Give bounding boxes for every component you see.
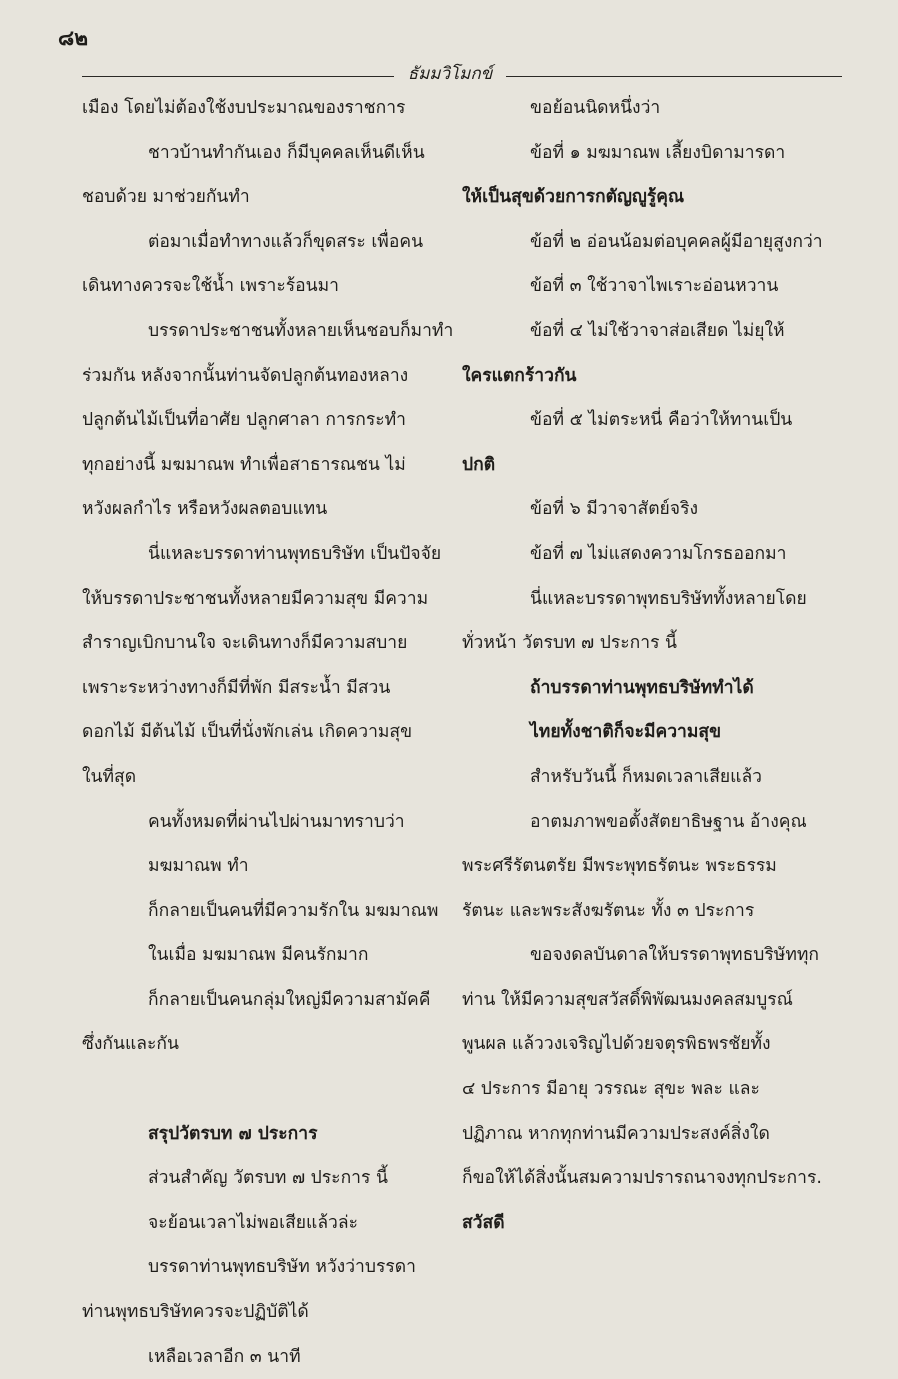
text-line: ซึ่งกันและกัน [82, 1034, 179, 1055]
text-line: ชอบด้วย มาช่วยกันทำ [82, 187, 250, 208]
text-line: สำหรับวันนี้ ก็หมดเวลาเสียแล้ว [530, 766, 763, 787]
text-line: เมือง โดยไม่ต้องใช้งบประมาณของราชการ [82, 98, 406, 118]
text-line: ดอกไม้ มีต้นไม้ เป็นที่นั่งพักเล่น เกิดความสุข [82, 722, 413, 743]
text-line: ส่วนสำคัญ วัตรบท ๗ ประการ นี้ [148, 1168, 388, 1189]
text-line: ร่วมกัน หลังจากนั้นท่านจัดปลูกต้นทองหลาง [82, 365, 409, 386]
text-line: ทั่วหน้า วัตรบท ๗ ประการ นี้ [462, 633, 678, 654]
page-number: ๘๒ [58, 26, 89, 50]
text-line: ข้อที่ ๒ อ่อนน้อมต่อบุคคลผู้มีอายุสูงกว่า [530, 231, 823, 252]
text-line: บรรดาประชาชนทั้งหลายเห็นชอบก็มาทำ [148, 320, 454, 341]
text-line: สวัสดี [462, 1212, 505, 1233]
left-column [82, 86, 454, 1379]
text-line: ใครแตกร้าวกัน [462, 365, 577, 386]
blank-line [82, 1067, 454, 1112]
text-line: หวังผลกำไร หรือหวังผลตอบแทน [82, 499, 328, 520]
text-line: ปลูกต้นไม้เป็นที่อาศัย ปลูกศาลา การกระทำ [82, 410, 406, 431]
right-column [462, 86, 846, 1245]
text-line: สำราญเบิกบานใจ จะเดินทางก็มีความสบาย [82, 633, 408, 654]
text-line: คนทั้งหมดที่ผ่านไปผ่านมาทราบว่า [148, 811, 405, 832]
text-line: ขอจงดลบันดาลให้บรรดาพุทธบริษัททุก [530, 945, 819, 966]
text-line: ก็กลายเป็นคนที่มีความรักใน มฆมาณพ [148, 900, 439, 921]
header-rule-left [82, 76, 394, 77]
text-line: ท่าน ให้มีความสุขสวัสดิ์พิพัฒนมงคลสมบูรณ์ [462, 989, 793, 1010]
text-line: จะย้อนเวลาไม่พอเสียแล้วล่ะ [148, 1212, 358, 1233]
text-line: ไทยทั้งชาติก็จะมีความสุข [530, 722, 722, 743]
text-line: นี่แหละบรรดาพุทธบริษัททั้งหลายโดย [530, 588, 807, 609]
text-line: ขอย้อนนิดหนึ่งว่า [530, 98, 661, 118]
text-line: มฆมาณพ ทำ [148, 856, 249, 877]
text-line: ก็ขอให้ได้สิ่งนั้นสมความปรารถนาจงทุกประการ. [462, 1168, 822, 1189]
text-line: เพราะระหว่างทางก็มีที่พัก มีสระน้ำ มีสวน [82, 677, 391, 698]
text-line: บรรดาท่านพุทธบริษัท หวังว่าบรรดา [148, 1257, 416, 1278]
text-line: ท่านพุทธบริษัทควรจะปฏิบัติได้ [82, 1302, 309, 1323]
text-line: พูนผล แล้ววงเจริญไปด้วยจตุรพิธพรชัยทั้ง [462, 1034, 771, 1055]
text-line: ปกติ [462, 454, 496, 475]
text-line: สรุปวัตรบท ๗ ประการ [148, 1123, 318, 1144]
text-line: ต่อมาเมื่อทำทางแล้วก็ขุดสระ เพื่อคน [148, 231, 424, 252]
text-line: ข้อที่ ๗ ไม่แสดงความโกรธออกมา [530, 543, 787, 564]
text-line: ข้อที่ ๓ ใช้วาจาไพเราะอ่อนหวาน [530, 276, 779, 297]
text-line: รัตนะ และพระสังฆรัตนะ ทั้ง ๓ ประการ [462, 900, 755, 921]
text-line: ก็กลายเป็นคนกลุ่มใหญ่มีความสามัคคี [148, 989, 431, 1010]
text-line: ชาวบ้านทำกันเอง ก็มีบุคคลเห็นดีเห็น [148, 142, 425, 163]
text-line: ข้อที่ ๔ ไม่ใช้วาจาส่อเสียด ไม่ยุให้ [530, 320, 785, 341]
text-line: เหลือเวลาอีก ๓ นาที [148, 1346, 301, 1367]
text-line: ทุกอย่างนี้ มฆมาณพ ทำเพื่อสาธารณชน ไม่ [82, 454, 406, 475]
text-line: ข้อที่ ๖ มีวาจาสัตย์จริง [530, 499, 699, 520]
text-line: ข้อที่ ๑ มฆมาณพ เลี้ยงบิดามารดา [530, 142, 786, 163]
text-line: ในที่สุด [82, 766, 137, 787]
text-line: ให้เป็นสุขด้วยการกตัญญูรู้คุณ [462, 187, 685, 208]
running-header: ธัมมวิโมกข์ [407, 64, 493, 84]
text-line: อาตมภาพขอตั้งสัตยาธิษฐาน อ้างคุณ [530, 811, 807, 832]
text-line: พระศรีรัตนตรัย มีพระพุทธรัตนะ พระธรรม [462, 856, 777, 877]
text-line: ให้บรรดาประชาชนทั้งหลายมีความสุข มีความ [82, 588, 429, 609]
text-line: ข้อที่ ๕ ไม่ตระหนี่ คือว่าให้ทานเป็น [530, 410, 793, 431]
text-line: ปฏิภาณ หากทุกท่านมีความประสงค์สิ่งใด [462, 1123, 770, 1144]
text-line: เดินทางควรจะใช้น้ำ เพราะร้อนมา [82, 276, 339, 297]
text-line: นี่แหละบรรดาท่านพุทธบริษัท เป็นปัจจัย [148, 543, 442, 564]
header-rule-right [506, 76, 842, 77]
text-line: ในเมื่อ มฆมาณพ มีคนรักมาก [148, 945, 369, 966]
text-line: ถ้าบรรดาท่านพุทธบริษัททำได้ [530, 677, 754, 698]
text-line: ๔ ประการ มีอายุ วรรณะ สุขะ พละ และ [462, 1079, 760, 1100]
